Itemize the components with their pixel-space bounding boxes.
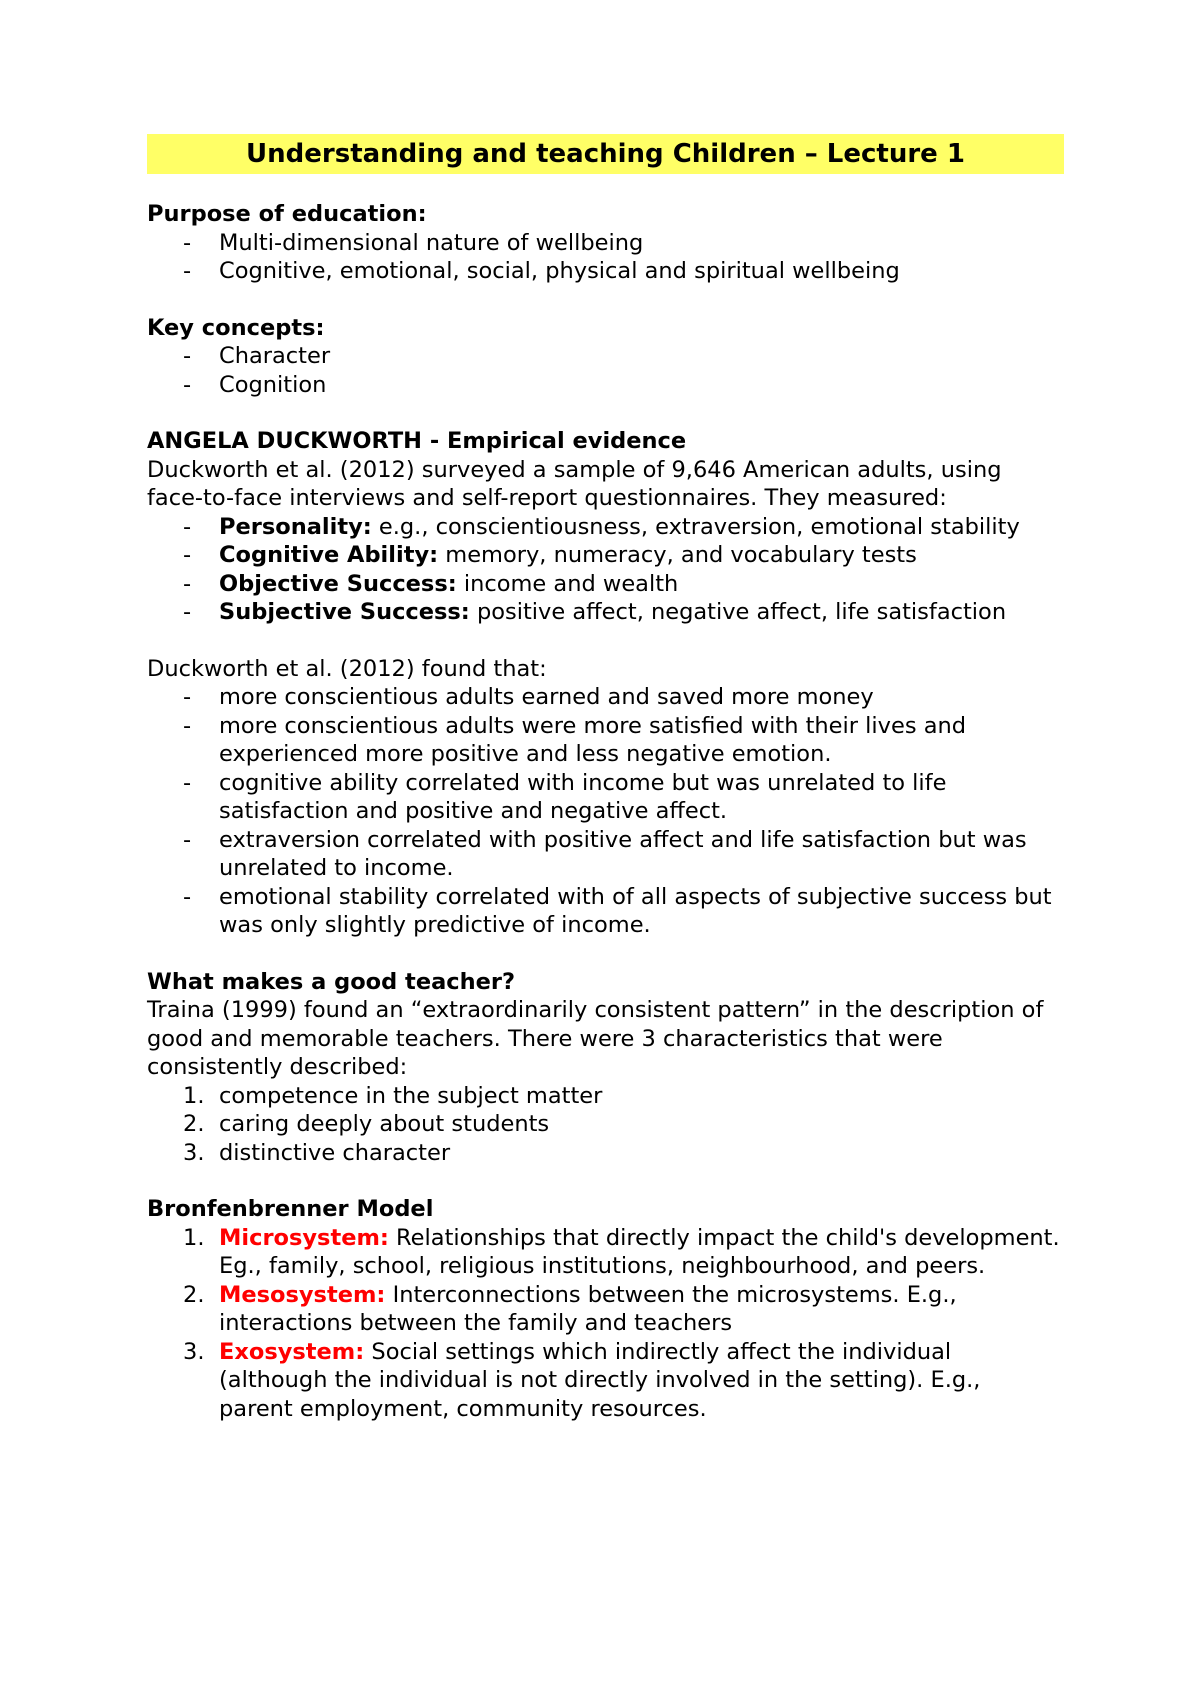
list-item: - Cognitive, emotional, social, physical and spiritual wellbeing (183, 258, 900, 284)
key-concepts-heading: Key concepts: (147, 314, 325, 341)
duckworth-heading: ANGELA DUCKWORTH - Empirical evidence (147, 428, 687, 454)
bronfenbrenner-section (147, 1195, 1060, 1423)
purpose-heading: Purpose of education: (147, 201, 427, 227)
purpose-section (147, 200, 1060, 286)
list-item: - more conscientious adults earned and saved more money (183, 684, 874, 710)
list-item: 3. Exosystem: Social settings which indirectly affect the individual (although the individual is not directly involved in the setting). E.g., parent employment, community resources. (183, 1338, 981, 1422)
list-item: 1. competence in the subject matter (183, 1082, 603, 1109)
list-item: - Cognitive Ability: memory, numeracy, and vocabulary tests (183, 542, 917, 568)
list-item: - Subjective Success: positive affect, negative affect, life satisfaction (183, 599, 1007, 625)
teacher-heading: What makes a good teacher? (147, 968, 516, 995)
list-item: - Objective Success: income and wealth (183, 570, 679, 597)
duckworth-findings-list (147, 683, 1060, 940)
term-microsystem: Microsystem: (219, 1224, 389, 1251)
list-item: - Personality: e.g., conscientiousness, extraversion, emotional stability (183, 513, 1020, 540)
purpose-list (147, 229, 1060, 286)
key-concepts-list (147, 342, 1060, 399)
list-item: - Multi-dimensional nature of wellbeing (183, 229, 644, 256)
duckworth-intro: Duckworth et al. (2012) surveyed a sample of 9,646 American adults, using face-to-face interviews and self-report questionnaires. They measured: (147, 456, 1002, 511)
teacher-list (147, 1082, 1060, 1168)
duckworth-section (147, 427, 1060, 940)
list-item: - cognitive ability correlated with income but was unrelated to life satisfaction and positive and negative affect. (183, 769, 947, 824)
list-item: 2. Mesosystem: Interconnections between the microsystems. E.g., interactions between the family and teachers (183, 1281, 957, 1336)
teacher-intro: Traina (1999) found an “extraordinarily consistent pattern” in the description of good and memorable teachers. There were 3 characteristics that were consistently described: (147, 997, 1044, 1080)
list-item: - emotional stability correlated with of all aspects of subjective success but was only slightly predictive of income. (183, 883, 1052, 938)
list-item: - Character (183, 343, 331, 369)
bronfenbrenner-heading: Bronfenbrenner Model (147, 1196, 434, 1222)
list-item: 3. distinctive character (183, 1139, 451, 1166)
list-item: - Cognition (183, 371, 327, 398)
duckworth-found-intro: Duckworth et al. (2012) found that: (147, 655, 547, 682)
list-item: - extraversion correlated with positive affect and life satisfaction but was unrelated to income. (183, 826, 1027, 881)
term-mesosystem: Mesosystem: (219, 1281, 386, 1308)
list-item: - more conscientious adults were more satisfied with their lives and experienced more positive and less negative emotion. (183, 712, 967, 767)
list-item: 2. caring deeply about students (183, 1111, 550, 1137)
list-item: 1. Microsystem: Relationships that directly impact the child's development. Eg., family, school, religious institutions, neighbourhood, and peers. (183, 1224, 1060, 1279)
duckworth-measures-list (147, 513, 1060, 627)
term-exosystem: Exosystem: (219, 1338, 365, 1365)
bronfenbrenner-list (147, 1224, 1060, 1424)
key-concepts-section (147, 314, 1060, 400)
document-title: Understanding and teaching Children – Lecture 1 (147, 134, 1064, 174)
teacher-section (147, 968, 1060, 1168)
